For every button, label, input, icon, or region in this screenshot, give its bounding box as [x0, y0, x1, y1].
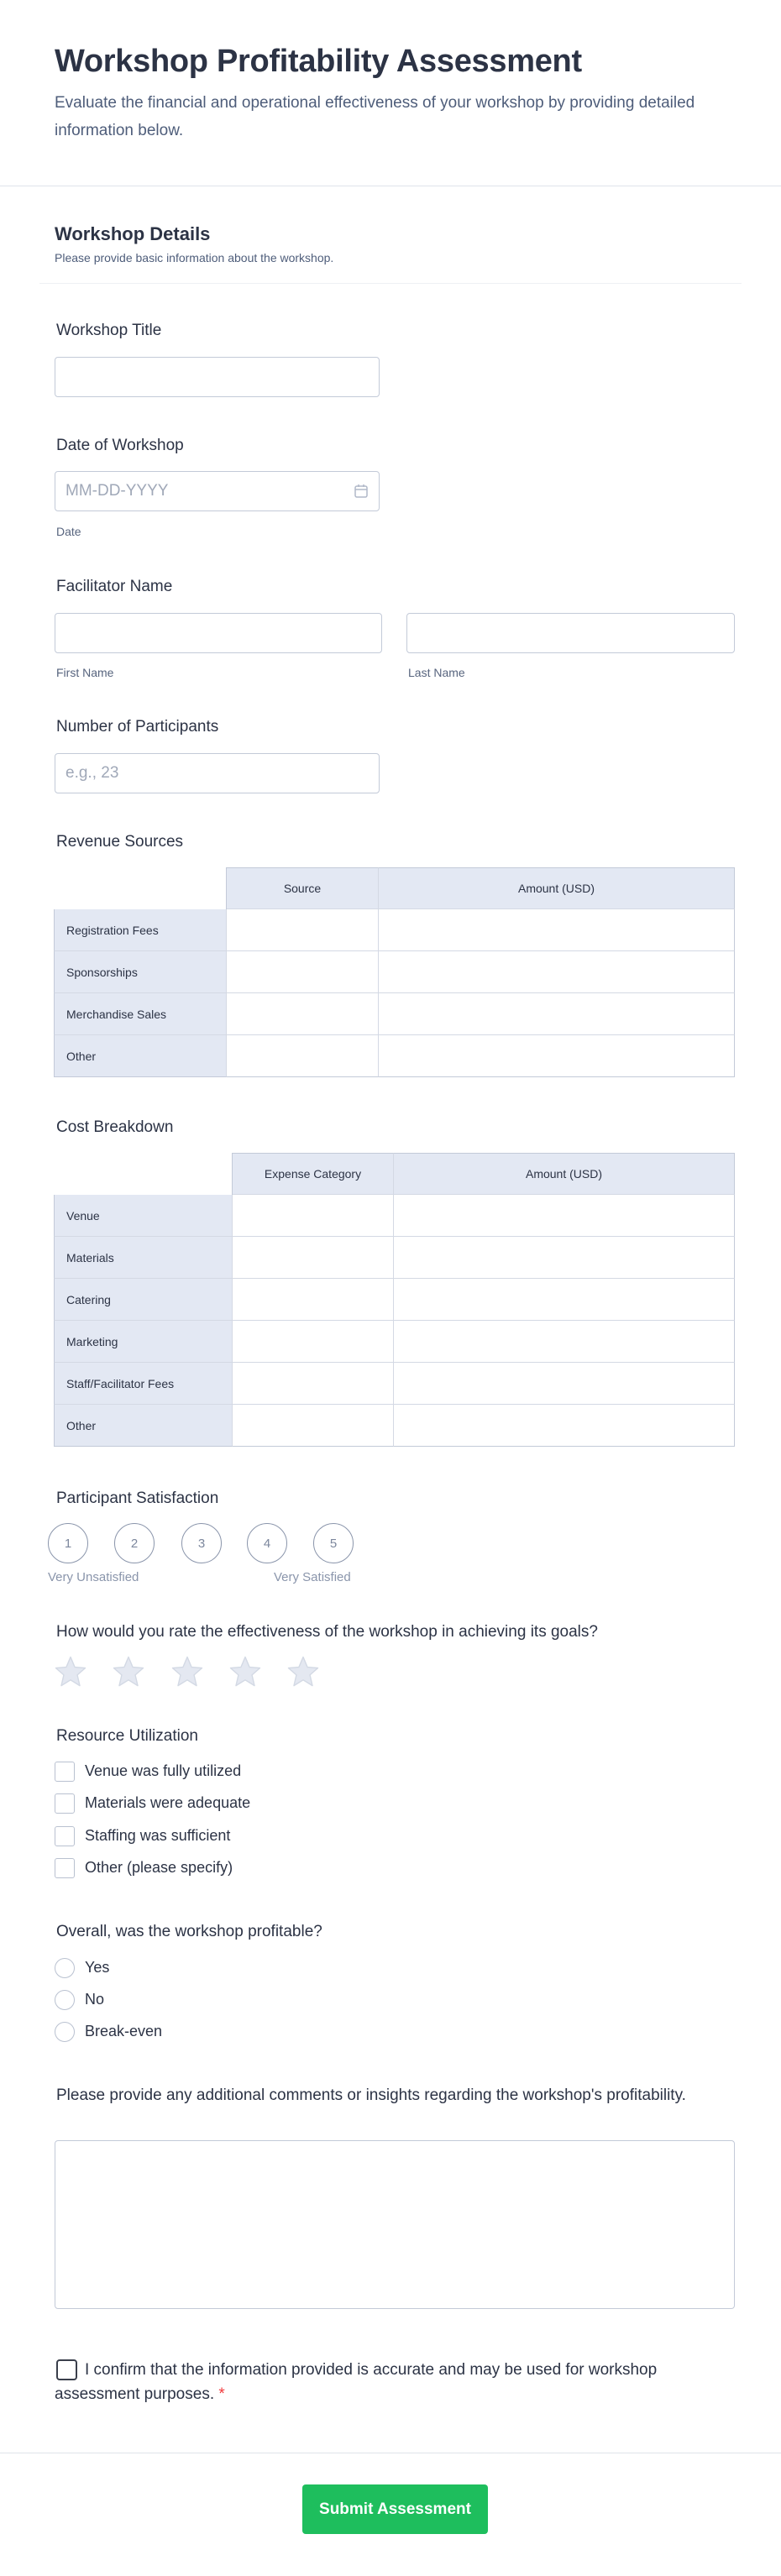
checkbox-staffing[interactable]	[55, 1826, 75, 1846]
amount-cell[interactable]	[379, 1035, 735, 1077]
column-header: Amount (USD)	[394, 1153, 735, 1195]
comments-textarea[interactable]	[55, 2140, 735, 2309]
star-icon[interactable]	[170, 1654, 205, 1689]
first-name-input[interactable]	[55, 613, 382, 653]
table-row	[54, 1321, 735, 1363]
option-label: Other (please specify)	[85, 1859, 233, 1876]
participants-label: Number of Participants	[56, 718, 219, 736]
table-row	[54, 951, 735, 993]
row-header: Staff/Facilitator Fees	[54, 1363, 233, 1405]
satisfaction-option-4[interactable]: 4	[247, 1523, 287, 1563]
radio-yes[interactable]	[55, 1958, 75, 1978]
option-label: Venue was fully utilized	[85, 1762, 242, 1779]
costs-label: Cost Breakdown	[56, 1118, 174, 1136]
category-cell[interactable]	[233, 1363, 394, 1405]
participants-input[interactable]: e.g., 23	[55, 753, 380, 793]
workshop-title-label: Workshop Title	[56, 322, 162, 339]
date-sublabel: Date	[56, 525, 81, 538]
confirm-label: I confirm that the information provided is accurate and may be used for workshop assessment purposes. *	[55, 2361, 658, 2403]
amount-cell[interactable]	[394, 1321, 735, 1363]
submit-button[interactable]: Submit Assessment	[302, 2484, 488, 2534]
calendar-icon[interactable]	[354, 484, 369, 499]
amount-cell[interactable]	[379, 993, 735, 1035]
revenue-label: Revenue Sources	[56, 833, 184, 851]
satisfaction-option-3[interactable]: 3	[181, 1523, 222, 1563]
option-label: Yes	[85, 1959, 110, 1976]
amount-cell[interactable]	[394, 1195, 735, 1237]
table-row	[54, 909, 735, 951]
table-row	[54, 993, 735, 1035]
table-row	[54, 1405, 735, 1447]
required-mark: *	[218, 2385, 225, 2403]
satisfaction-option-5[interactable]: 5	[313, 1523, 354, 1563]
table-row	[54, 1237, 735, 1279]
row-header: Venue	[54, 1195, 233, 1237]
checkbox-materials[interactable]	[55, 1793, 75, 1814]
amount-cell[interactable]	[379, 951, 735, 993]
profitable-label: Overall, was the workshop profitable?	[56, 1923, 322, 1940]
first-name-sublabel: First Name	[56, 666, 114, 679]
row-header: Other	[54, 1035, 227, 1077]
row-header: Marketing	[54, 1321, 233, 1363]
satisfaction-option-1[interactable]: 1	[48, 1523, 88, 1563]
last-name-sublabel: Last Name	[408, 666, 465, 679]
column-header: Source	[227, 867, 379, 909]
table-row	[54, 1195, 735, 1237]
revenue-table	[54, 867, 735, 1077]
confirm-checkbox[interactable]	[56, 2359, 77, 2380]
date-placeholder: MM-DD-YYYY	[66, 482, 169, 500]
row-header: Registration Fees	[54, 909, 227, 951]
category-cell[interactable]	[233, 1405, 394, 1447]
option-label: Materials were adequate	[85, 1794, 251, 1811]
star-icon[interactable]	[111, 1654, 146, 1689]
page-subtitle: Evaluate the financial and operational effectiveness of your workshop by providing detailed information below.	[55, 94, 695, 139]
option-label: Staffing was sufficient	[85, 1827, 231, 1844]
category-cell[interactable]	[233, 1195, 394, 1237]
source-cell[interactable]	[227, 993, 379, 1035]
row-header: Materials	[54, 1237, 233, 1279]
section-divider	[39, 283, 742, 284]
row-header: Merchandise Sales	[54, 993, 227, 1035]
star-icon[interactable]	[228, 1654, 263, 1689]
resources-label: Resource Utilization	[56, 1727, 198, 1745]
category-cell[interactable]	[233, 1279, 394, 1321]
section-title: Workshop Details	[55, 223, 211, 244]
low-scale-label: Very Unsatisfied	[48, 1570, 139, 1584]
category-cell[interactable]	[233, 1237, 394, 1279]
row-header: Sponsorships	[54, 951, 227, 993]
amount-cell[interactable]	[394, 1279, 735, 1321]
option-label: Break-even	[85, 2023, 163, 2039]
facilitator-label: Facilitator Name	[56, 578, 173, 595]
checkbox-other[interactable]	[55, 1858, 75, 1878]
high-scale-label: Very Satisfied	[274, 1570, 351, 1584]
last-name-input[interactable]	[406, 613, 735, 653]
star-icon[interactable]	[53, 1654, 88, 1689]
date-input[interactable]	[55, 471, 380, 511]
column-header: Expense Category	[233, 1153, 394, 1195]
amount-cell[interactable]	[394, 1237, 735, 1279]
source-cell[interactable]	[227, 1035, 379, 1077]
date-label: Date of Workshop	[56, 437, 184, 454]
table-row	[54, 1035, 735, 1077]
table-row	[54, 1363, 735, 1405]
amount-cell[interactable]	[394, 1363, 735, 1405]
effectiveness-label: How would you rate the effectiveness of the workshop in achieving its goals?	[56, 1623, 598, 1641]
comments-label: Please provide any additional comments or insights regarding the workshop's profitability.	[56, 2086, 686, 2104]
table-row	[54, 1279, 735, 1321]
checkbox-venue[interactable]	[55, 1762, 75, 1782]
source-cell[interactable]	[227, 951, 379, 993]
radio-break-even[interactable]	[55, 2022, 75, 2042]
column-header: Amount (USD)	[379, 867, 735, 909]
source-cell[interactable]	[227, 909, 379, 951]
amount-cell[interactable]	[379, 909, 735, 951]
satisfaction-option-2[interactable]: 2	[114, 1523, 155, 1563]
amount-cell[interactable]	[394, 1405, 735, 1447]
workshop-title-input[interactable]	[55, 357, 380, 397]
star-icon[interactable]	[286, 1654, 321, 1689]
page-title: Workshop Profitability Assessment	[55, 44, 582, 79]
option-label: No	[85, 1991, 105, 2008]
radio-no[interactable]	[55, 1990, 75, 2010]
row-header: Other	[54, 1405, 233, 1447]
row-header: Catering	[54, 1279, 233, 1321]
category-cell[interactable]	[233, 1321, 394, 1363]
satisfaction-label: Participant Satisfaction	[56, 1490, 219, 1507]
section-subtitle: Please provide basic information about the workshop.	[55, 251, 334, 264]
costs-table	[54, 1153, 735, 1447]
